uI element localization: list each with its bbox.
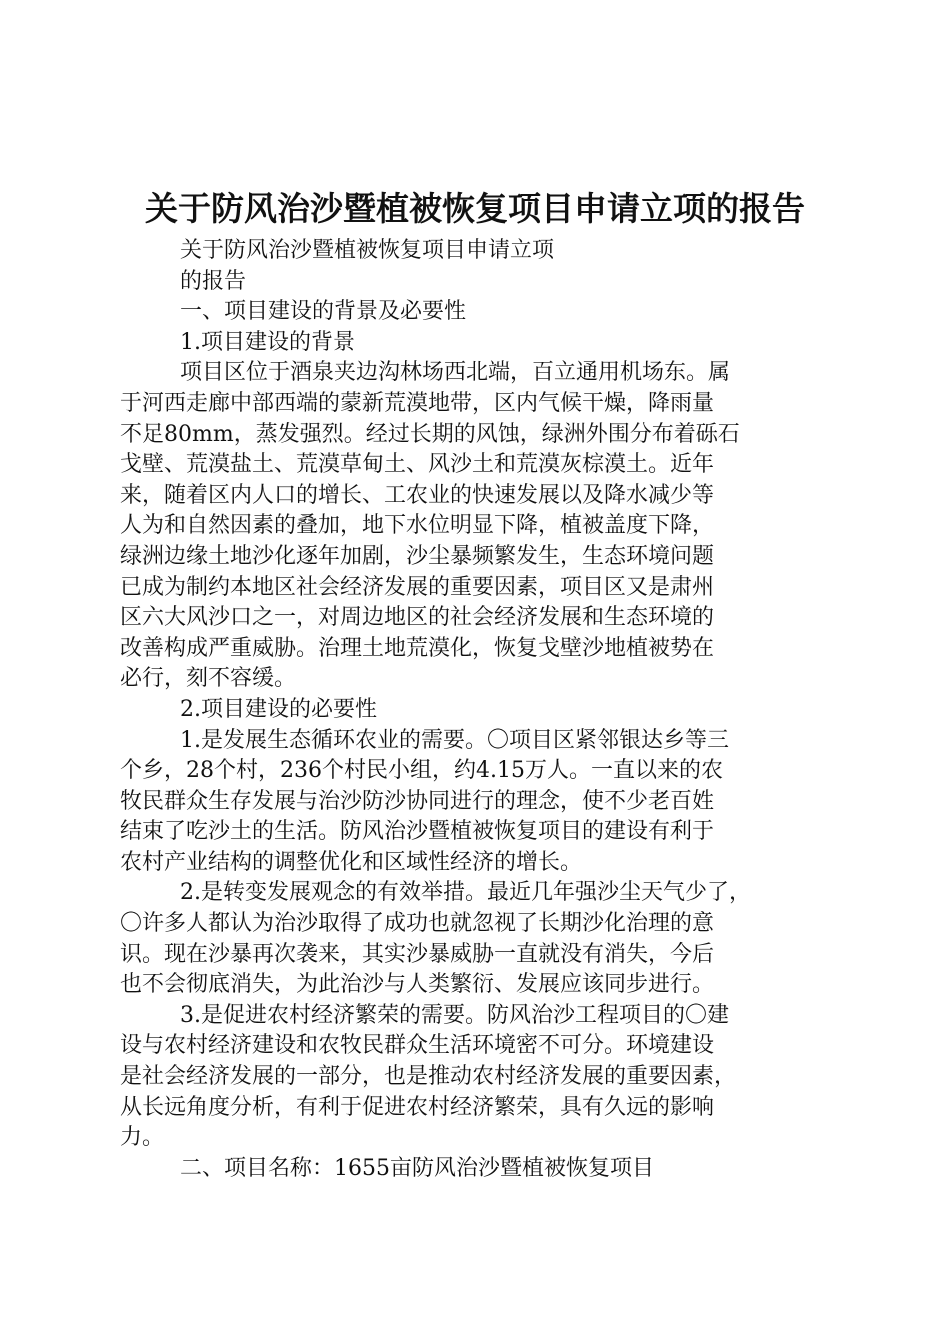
paragraph-line: 牧民群众生存发展与治沙防沙协同进行的理念，使不少老百姓 [120,788,715,814]
paragraph-line: 绿洲边缘土地沙化逐年加剧，沙尘暴频繁发生，生态环境问题 [120,543,715,569]
paragraph-line: 从长远角度分析，有利于促进农村经济繁荣，具有久远的影响 [120,1094,715,1120]
subtitle-line-1: 关于防风治沙暨植被恢复项目申请立项 [180,238,555,263]
paragraph-line: 来，随着区内人口的增长、工农业的快速发展以及降水减少等 [120,482,715,508]
document-title: 关于防风治沙暨植被恢复项目申请立项的报告 [145,189,805,228]
paragraph-line: 人为和自然因素的叠加，地下水位明显下降，植被盖度下降， [120,513,715,539]
paragraph-line: 2.是转变发展观念的有效举措。最近几年强沙尘天气少了， [180,880,751,906]
section-1-heading: 一、项目建设的背景及必要性 [180,299,467,325]
paragraph-line: 1.是发展生态循环农业的需要。〇项目区紧邻银达乡等三 [180,727,729,753]
subtitle-line-2: 的报告 [180,268,247,294]
paragraph-ecological-agriculture [120,726,832,879]
subsection-2-heading: 2.项目建设的必要性 [180,696,377,722]
paragraph-line: 不足80mm，蒸发强烈。经过长期的风蚀，绿洲外围分布着砾石 [120,421,740,447]
paragraph-line: 是社会经济发展的一部分，也是推动农村经济发展的重要因素， [120,1064,737,1090]
paragraph-line: 必行，刻不容缓。 [120,666,297,692]
paragraph-line: 戈壁、荒漠盐土、荒漠草甸土、风沙土和荒漠灰棕漠土。近年 [120,452,715,478]
paragraph-line: 于河西走廊中部西端的蒙新荒漠地带，区内气候干燥，降雨量 [120,390,715,416]
paragraph-line: 农村产业结构的调整优化和区域性经济的增长。 [120,849,583,875]
paragraph-line: 项目区位于酒泉夹边沟林场西北端，百立通用机场东。属 [180,360,731,386]
subsection-1-heading: 1.项目建设的背景 [180,329,355,355]
paragraph-rural-economy [120,1001,832,1154]
paragraph-line: 已成为制约本地区社会经济发展的重要因素，项目区又是肃州 [120,574,715,600]
paragraph-line: 结束了吃沙土的生活。防风治沙暨植被恢复项目的建设有利于 [120,819,715,845]
paragraph-line: 〇许多人都认为治沙取得了成功也就忽视了长期沙化治理的意 [120,911,715,937]
paragraph-line: 个乡，28个村，236个村民小组，约4.15万人。一直以来的农 [120,758,723,784]
section-2-heading: 二、项目名称：1655亩防风治沙暨植被恢复项目 [180,1155,654,1181]
paragraph-line: 区六大风沙口之一，对周边地区的社会经济发展和生态环境的 [120,605,715,631]
document-body [120,236,832,1184]
paragraph-line: 识。现在沙暴再次袭来，其实沙暴威胁一直就没有消失，今后 [120,941,715,967]
paragraph-line: 也不会彻底消失，为此治沙与人类繁衍、发展应该同步进行。 [120,972,715,998]
paragraph-development-concept [120,878,832,1000]
paragraph-line: 3.是促进农村经济繁荣的需要。防风治沙工程项目的〇建 [180,1002,729,1028]
paragraph-background [120,358,832,695]
paragraph-line: 改善构成严重威胁。治理土地荒漠化，恢复戈壁沙地植被势在 [120,635,715,661]
paragraph-line: 力。 [120,1125,165,1151]
paragraph-line: 设与农村经济建设和农牧民群众生活环境密不可分。环境建设 [120,1033,715,1059]
